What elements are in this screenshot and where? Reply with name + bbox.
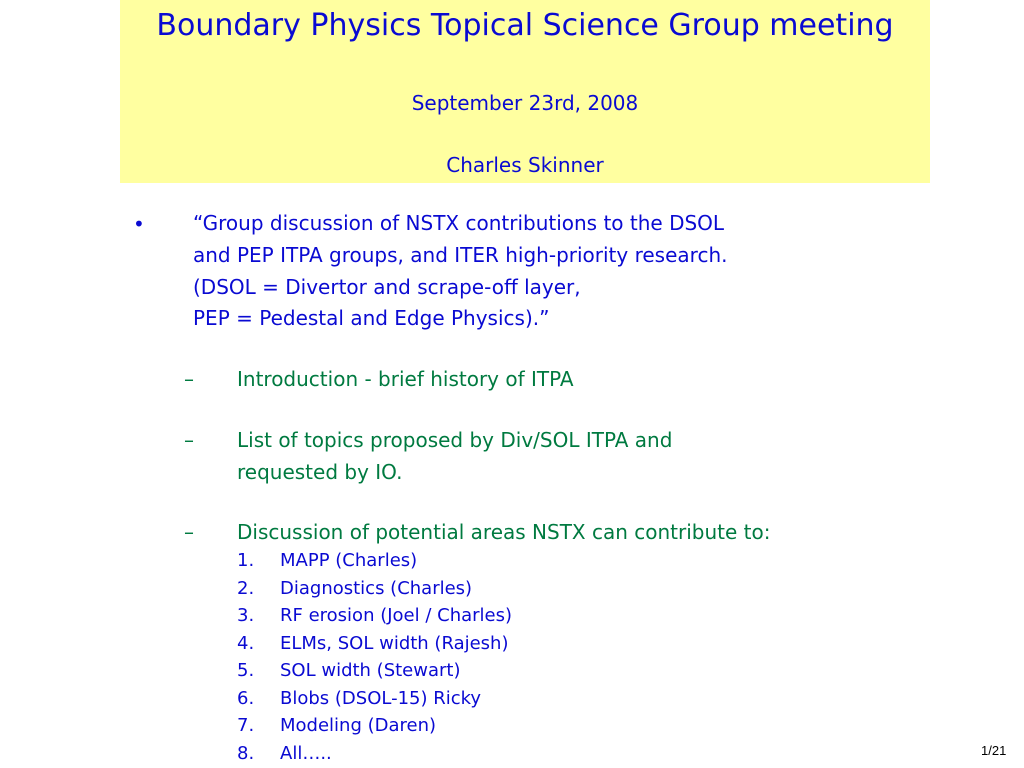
list-item: Modeling (Daren): [280, 715, 437, 736]
list-item-number: 7.: [237, 715, 255, 736]
subitem-topics-line-2: requested by IO.: [237, 460, 403, 484]
subitem-introduction: Introduction - brief history of ITPA: [237, 367, 574, 391]
list-item-number: 5.: [237, 660, 255, 681]
list-item: SOL width (Stewart): [280, 660, 461, 681]
list-item: Blobs (DSOL-15) Ricky: [280, 688, 482, 709]
subitem-dash: –: [184, 428, 194, 452]
list-item-number: 2.: [237, 578, 255, 599]
list-item: RF erosion (Joel / Charles): [280, 605, 513, 626]
main-bullet-line-4: PEP = Pedestal and Edge Physics).”: [193, 306, 550, 330]
list-item: All…..: [280, 743, 332, 764]
subitem-dash: –: [184, 520, 194, 544]
list-item: MAPP (Charles): [280, 550, 418, 571]
list-item: Diagnostics (Charles): [280, 578, 473, 599]
title-box: [120, 0, 930, 183]
list-item-number: 1.: [237, 550, 255, 571]
list-item-number: 4.: [237, 633, 255, 654]
list-item-number: 3.: [237, 605, 255, 626]
presenter-name: Charles Skinner: [446, 153, 604, 177]
list-item-number: 8.: [237, 743, 255, 764]
subitem-discussion: Discussion of potential areas NSTX can contribute to:: [237, 520, 771, 544]
subitem-dash: –: [184, 367, 194, 391]
list-item-number: 6.: [237, 688, 255, 709]
list-item: ELMs, SOL width (Rajesh): [280, 633, 509, 654]
bullet-point: •: [133, 212, 145, 236]
meeting-date: September 23rd, 2008: [411, 91, 639, 115]
slide-title: Boundary Physics Topical Science Group meeting: [156, 8, 894, 43]
subitem-topics-line-1: List of topics proposed by Div/SOL ITPA and: [237, 428, 673, 452]
main-bullet-line-3: (DSOL = Divertor and scrape-off layer,: [193, 275, 581, 299]
main-bullet-line-1: “Group discussion of NSTX contributions to the DSOL: [193, 211, 725, 235]
page-number: 1/21: [981, 743, 1007, 758]
main-bullet-line-2: and PEP ITPA groups, and ITER high-priority research.: [193, 243, 728, 267]
